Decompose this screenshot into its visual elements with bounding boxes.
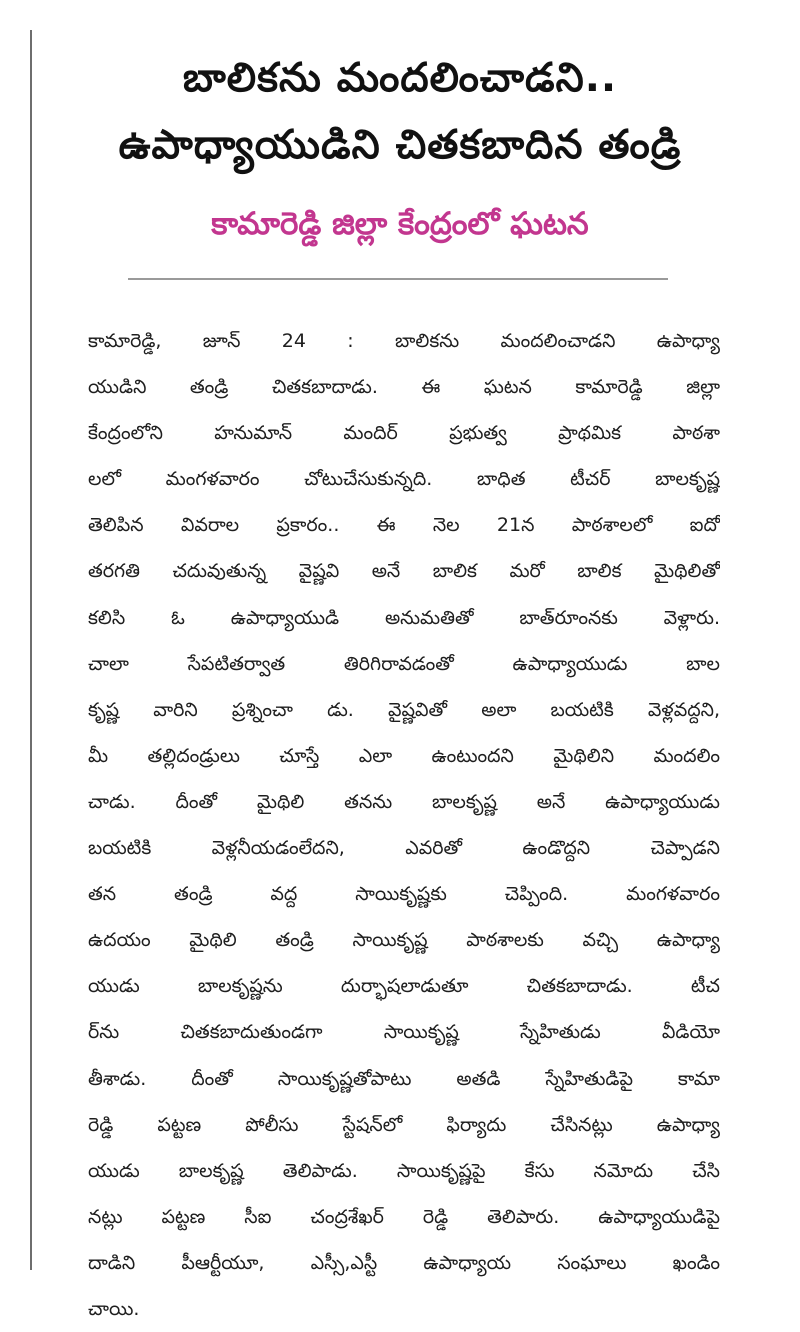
body-line: రెడ్డి పట్టణ పోలీసు స్టేషన్‌లో ఫిర్యాదు చేసినట్లు ఉపాధ్యా xyxy=(88,1113,720,1136)
headline-divider xyxy=(128,278,668,280)
body-line: యుడు బాలకృష్ణ తెలిపాడు. సాయికృష్ణపై కేసు నమోదు చేసి xyxy=(88,1159,720,1182)
body-line: కామారెడ్డి, జూన్ 24 : బాలికను మందలించాడని ఉపాధ్యా xyxy=(88,330,720,352)
body-line: తరగతి చదువుతున్న వైష్ణవి అనే బాలిక మరో బాలిక మైథిలితో xyxy=(88,560,720,583)
body-line: దాడిని పీఆర్టీయూ, ఎస్సీ,ఎస్టీ ఉపాధ్యాయ సంఘాలు ఖండిం xyxy=(88,1251,720,1274)
body-line: తీశాడు. దీంతో సాయికృష్ణతోపాటు అతడి స్నేహితుడిపై కామా xyxy=(88,1067,720,1090)
column-rule xyxy=(30,30,32,1270)
article-body xyxy=(88,318,720,1332)
body-line: యుడు బాలకృష్ణను దుర్భాషలాడుతూ చితకబాదాడు. టీచ xyxy=(88,975,720,998)
body-line: చాలా సేపటితర్వాత తిరిగిరావడంతో ఉపాధ్యాయుడు బాల xyxy=(88,652,720,675)
body-line: చాయి. xyxy=(88,1297,140,1320)
subheadline: కామారెడ్డి జిల్లా కేంద్రంలో ఘటన xyxy=(211,206,589,242)
body-line: యుడిని తండ్రి చితకబాదాడు. ఈ ఘటన కామారెడ్డి జిల్లా xyxy=(88,376,720,399)
body-line: మీ తల్లిదండ్రులు చూస్తే ఎలా ఉంటుందని మైథిలిని మందలిం xyxy=(88,744,720,767)
body-line: తెలిపిన వివరాల ప్రకారం.. ఈ నెల 21న పాఠశాలలో ఐదో xyxy=(88,514,720,537)
headline-line-1: బాలికను మందలించాడని.. xyxy=(182,55,618,101)
body-line: కేంద్రంలోని హనుమాన్ మందిర్ ప్రభుత్వ ప్రాథమిక పాఠశా xyxy=(88,422,720,445)
body-line: ఉదయం మైథిలి తండ్రి సాయికృష్ణ పాఠశాలకు వచ్చి ఉపాధ్యా xyxy=(88,929,720,952)
body-line: తన తండ్రి వద్ద సాయికృష్ణకు చెప్పింది. మంగళవారం xyxy=(88,883,720,906)
body-line: ర్‌ను చితకబాదుతుండగా సాయికృష్ణ స్నేహితుడు వీడియో xyxy=(88,1021,720,1044)
headline-line-2: ఉపాధ్యాయుడిని చితకబాదిన తండ్రి xyxy=(118,122,682,168)
body-line: చాడు. దీంతో మైథిలి తనను బాలకృష్ణ అనే ఉపాధ్యాయుడు xyxy=(88,790,720,813)
body-line: కలిసి ఓ ఉపాధ్యాయుడి అనుమతితో బాత్‌రూంనకు వెళ్లారు. xyxy=(88,606,720,629)
body-line: లలో మంగళవారం చోటుచేసుకున్నది. బాధిత టీచర్ బాలకృష్ణ xyxy=(88,468,720,491)
body-line: నట్లు పట్టణ సీఐ చంద్రశేఖర్ రెడ్డి తెలిపారు. ఉపాధ్యాయుడిపై xyxy=(88,1205,720,1228)
body-line: బయటికి వెళ్లనీయడంలేదని, ఎవరితో ఉండొద్దని చెప్పాడని xyxy=(88,837,720,860)
body-line: కృష్ణ వారిని ప్రశ్నించా డు. వైష్ణవితో అలా బయటికి వెళ్లవద్దని, xyxy=(88,698,720,721)
